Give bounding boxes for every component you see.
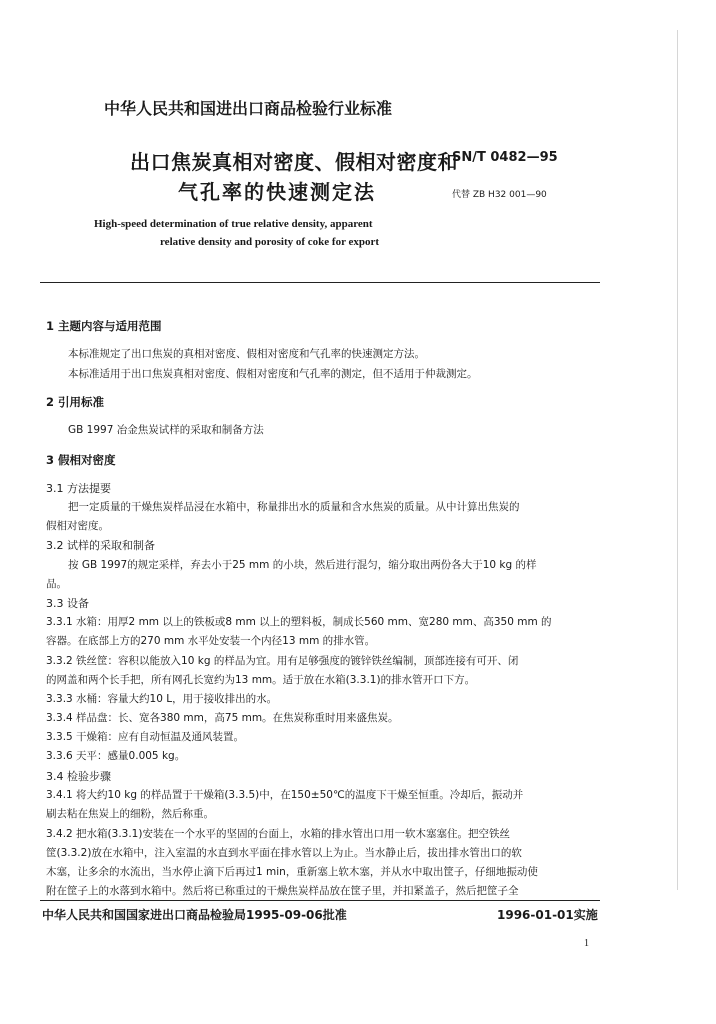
section-2-reference: GB 1997 冶金焦炭试样的采取和制备方法 bbox=[68, 424, 264, 436]
paragraph-line: 3.3.5 干燥箱：应有自动恒温及通风装置。 bbox=[46, 731, 245, 743]
paragraph-line: 3.3.3 水桶：容量大约10 L，用于接收排出的水。 bbox=[46, 693, 278, 705]
replaces-standard: 代替 ZB H32 001—90 bbox=[452, 190, 547, 200]
document-title-line1: 出口焦炭真相对密度、假相对密度和 bbox=[130, 150, 458, 174]
english-title-line1: High-speed determination of true relative density, apparent bbox=[94, 218, 373, 230]
paragraph-line: 3.4.1 将大约10 kg 的样品置于干燥箱(3.3.5)中，在150±50℃的温度下干燥至恒重。冷却后，振动并 bbox=[46, 789, 524, 801]
english-title-line2: relative density and porosity of coke for export bbox=[160, 236, 380, 248]
subsection-heading: 3.1 方法提要 bbox=[46, 482, 111, 495]
page-number: 1 bbox=[584, 938, 589, 949]
document-title-line2: 气孔率的快速测定法 bbox=[178, 180, 376, 204]
section-3-heading: 3 假相对密度 bbox=[46, 453, 116, 467]
paragraph-line: 3.3.6 天平：感量0.005 kg。 bbox=[46, 750, 186, 762]
paragraph-line: 3.4.2 把水箱(3.3.1)安装在一个水平的坚固的台面上，水箱的排水管出口用一软木塞塞住。把空铁丝 bbox=[46, 828, 510, 840]
subsection-heading: 3.3 设备 bbox=[46, 597, 89, 610]
approval-statement: 中华人民共和国国家进出口商品检验局1995-09-06批准 bbox=[42, 908, 347, 922]
industry-standard-label: 中华人民共和国进出口商品检验行业标准 bbox=[104, 99, 393, 118]
paragraph-line: 把一定质量的干燥焦炭样品浸在水箱中，称量排出水的质量和含水焦炭的质量。从中计算出焦炭的 bbox=[68, 501, 520, 513]
paragraph-line: 木塞，让多余的水流出，当水停止滴下后再过1 min，重新塞上软木塞，并从水中取出筐子，仔细地振动使 bbox=[46, 866, 538, 878]
header-divider bbox=[40, 282, 600, 283]
standard-number: SN/T 0482—95 bbox=[452, 150, 558, 165]
paragraph-line: 3.3.2 铁丝筐：容积以能放入10 kg 的样品为宜。用有足够强度的镀锌铁丝编制，顶部连接有可开、闭 bbox=[46, 655, 519, 667]
section-1-paragraph: 本标准适用于出口焦炭真相对密度、假相对密度和气孔率的测定，但不适用于仲裁测定。 bbox=[68, 368, 478, 380]
section-1-paragraph: 本标准规定了出口焦炭的真相对密度、假相对密度和气孔率的快速测定方法。 bbox=[68, 348, 425, 360]
paragraph-line: 刷去粘在焦炭上的细粉，然后称重。 bbox=[46, 808, 214, 820]
section-1-heading: 1 主题内容与适用范围 bbox=[46, 319, 162, 333]
scan-edge-line bbox=[677, 30, 678, 890]
paragraph-line: 品。 bbox=[46, 578, 67, 590]
section-2-heading: 2 引用标准 bbox=[46, 395, 105, 409]
paragraph-line: 按 GB 1997的规定采样，弃去小于25 mm 的小块，然后进行混匀，缩分取出两份各大于10 kg 的样 bbox=[68, 559, 537, 571]
subsection-heading: 3.4 检验步骤 bbox=[46, 770, 111, 783]
paragraph-line: 3.3.1 水箱：用厚2 mm 以上的铁板或8 mm 以上的塑料板，制成长560 mm、宽280 mm、高350 mm 的 bbox=[46, 616, 552, 628]
paragraph-line: 筐(3.3.2)放在水箱中，注入室温的水直到水平面在排水管以上为止。当水静止后，拔出排水管出口的软 bbox=[46, 847, 522, 859]
paragraph-line: 的网盖和两个长手把，所有网孔长宽约为13 mm。适于放在水箱(3.3.1)的排水管开口下方。 bbox=[46, 674, 476, 686]
subsection-heading: 3.2 试样的采取和制备 bbox=[46, 539, 155, 552]
paragraph-line: 假相对密度。 bbox=[46, 520, 109, 532]
implementation-date: 1996-01-01实施 bbox=[497, 908, 598, 922]
paragraph-line: 容器。在底部上方的270 mm 水平处安装一个内径13 mm 的排水管。 bbox=[46, 635, 376, 647]
paragraph-line: 附在筐子上的水落到水箱中。然后将已称重过的干燥焦炭样品放在筐子里，并扣紧盖子，然后把筐子全 bbox=[46, 885, 519, 897]
footer-divider bbox=[40, 900, 600, 901]
paragraph-line: 3.3.4 样品盘：长、宽各380 mm，高75 mm。在焦炭称重时用来盛焦炭。 bbox=[46, 712, 399, 724]
